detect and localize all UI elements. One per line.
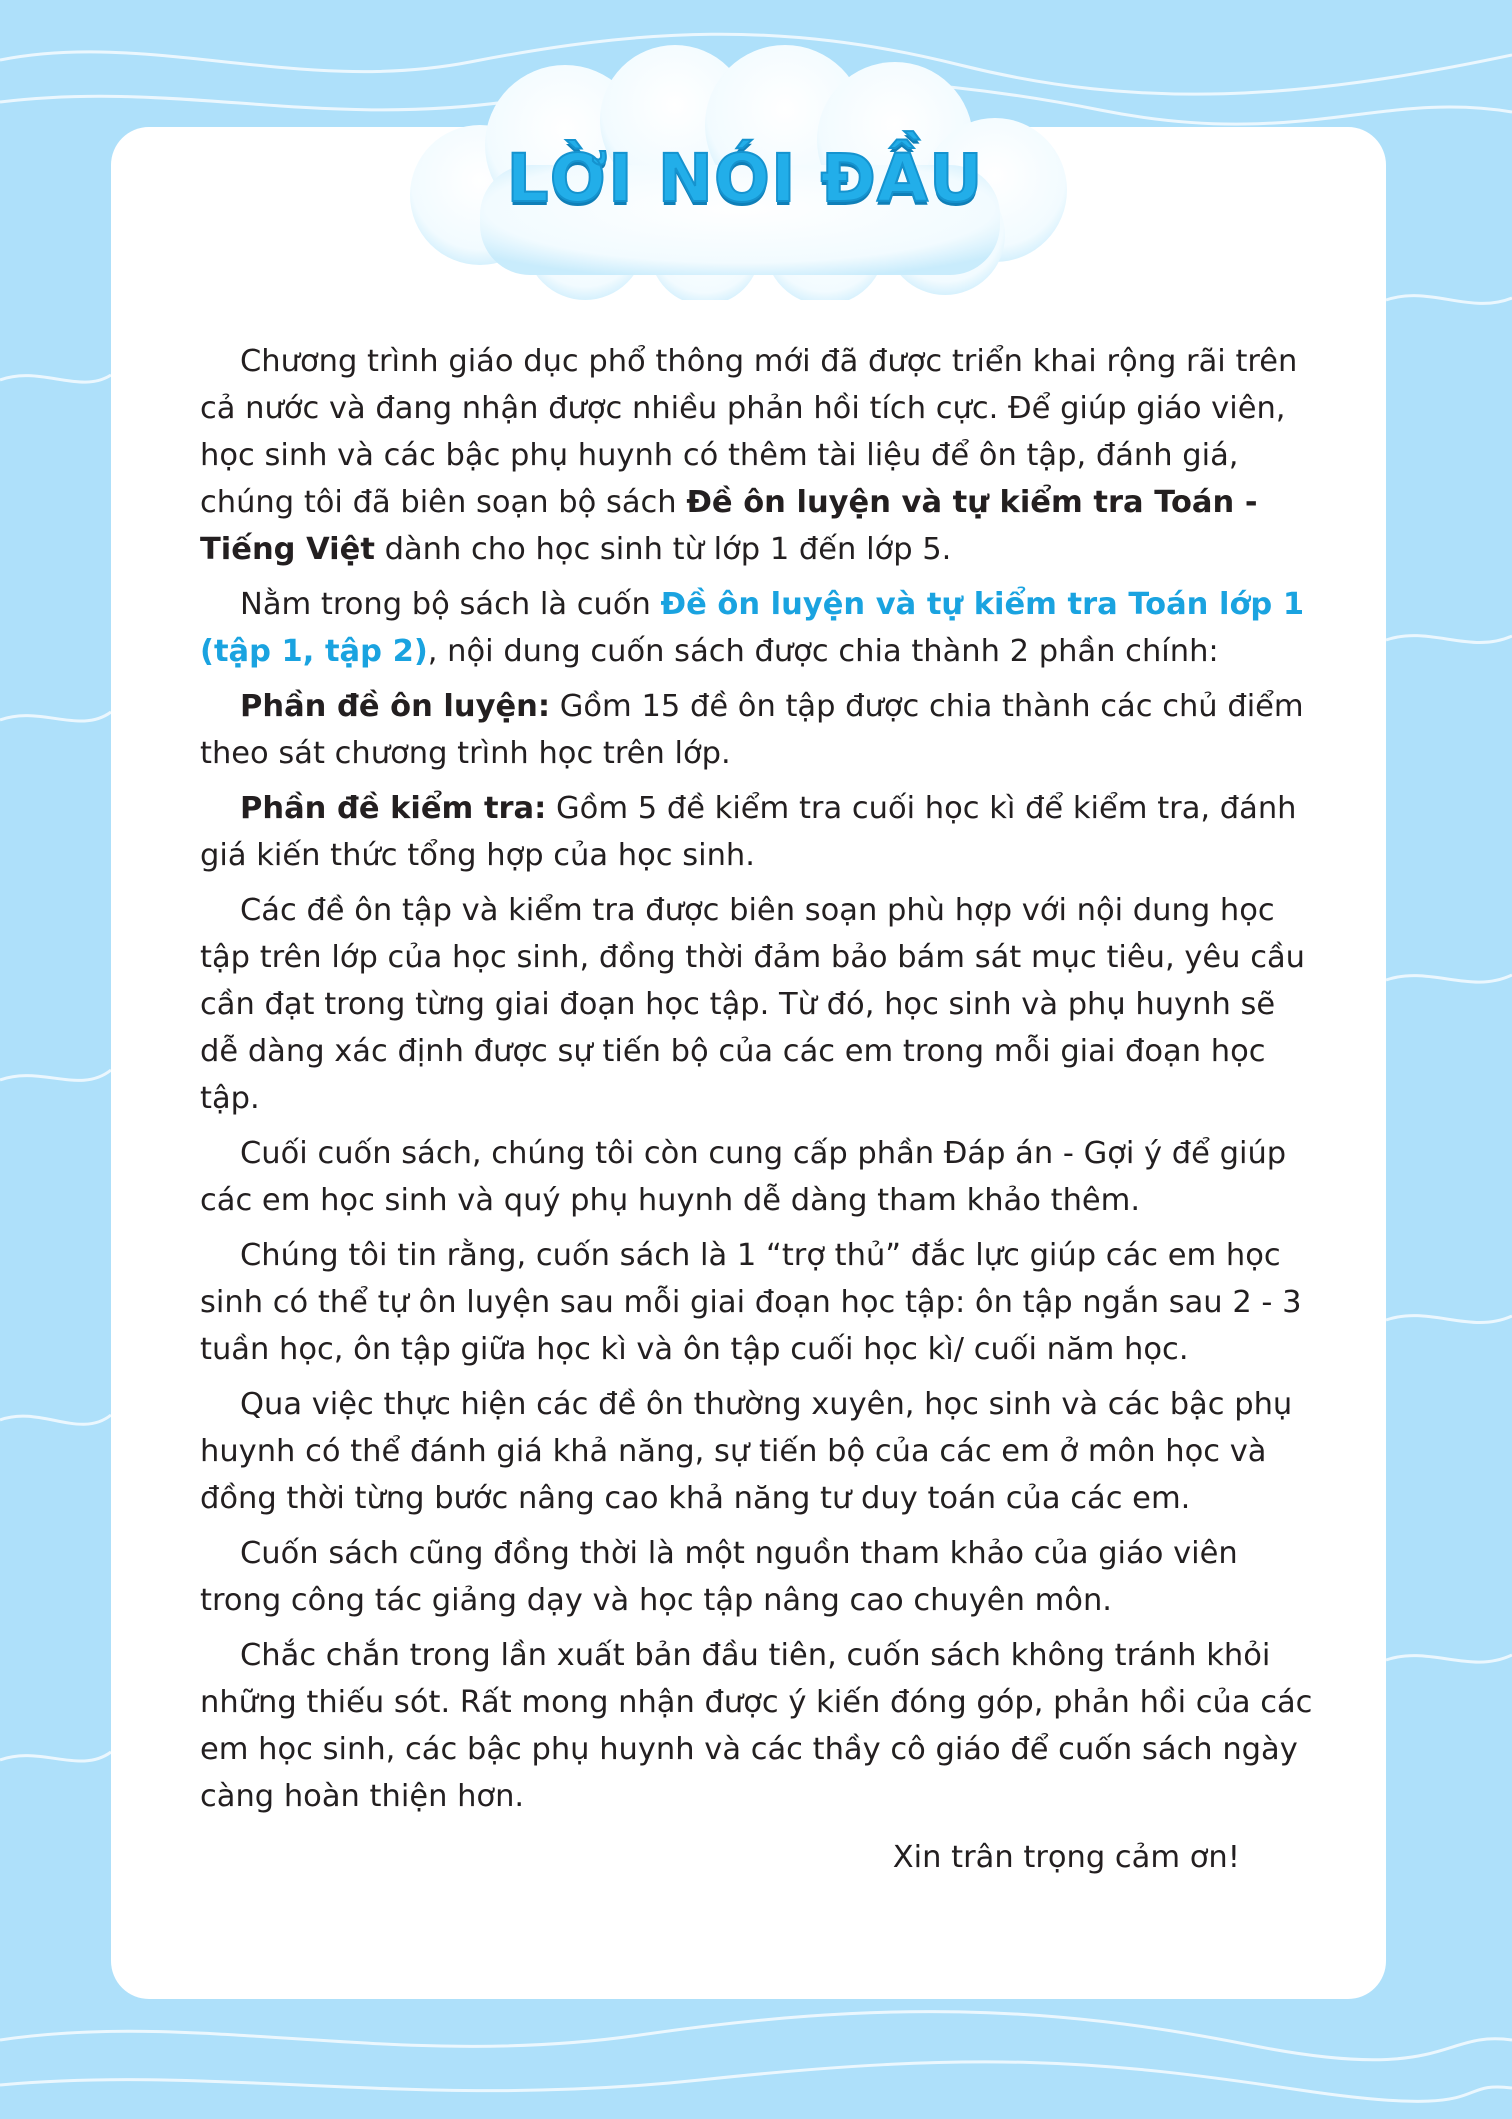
book-title-highlight: Đề ôn luyện và tự kiểm tra Toán lớp 1 (tập 1, tập 2) [200, 587, 1305, 669]
closing-line: Xin trân trọng cảm ơn! [892, 1840, 1240, 1875]
book-series-title: Đề ôn luyện và tự kiểm tra Toán - Tiếng Việt [200, 485, 1258, 567]
paragraph-2-text-b: , nội dung cuốn sách được chia thành 2 phần chính: [427, 634, 1219, 669]
paragraph-3 [200, 683, 1320, 777]
paragraph-1-text-b: dành cho học sinh từ lớp 1 đến lớp 5. [374, 532, 952, 567]
paragraph-2 [200, 581, 1320, 675]
paragraph-5: Các đề ôn tập và kiểm tra được biên soạn phù hợp với nội dung học tập trên lớp của học sinh, đồng thời đảm bảo bám sát mục tiêu, yêu cầu cần đạt trong từng giai đoạn học tập. Từ đó, học sinh và phụ huynh sẽ dễ dàng xác định được sự tiến bộ của các em trong mỗi giai đoạn học tập. [200, 893, 1305, 1116]
paragraph-1 [200, 338, 1320, 573]
preface-body [200, 338, 1320, 1889]
paragraph-4 [200, 785, 1320, 879]
paragraph-9: Cuốn sách cũng đồng thời là một nguồn tham khảo của giáo viên trong công tác giảng dạy và học tập nâng cao chuyên môn. [200, 1536, 1238, 1618]
paragraph-6: Cuối cuốn sách, chúng tôi còn cung cấp phần Đáp án - Gợi ý để giúp các em học sinh và quý phụ huynh dễ dàng tham khảo thêm. [200, 1136, 1287, 1218]
section-label-practice: Phần đề ôn luyện: [240, 689, 551, 724]
paragraph-3-text: Gồm 15 đề ôn tập được chia thành các chủ điểm theo sát chương trình học trên lớp. [200, 689, 1304, 771]
paragraph-8: Qua việc thực hiện các đề ôn thường xuyên, học sinh và các bậc phụ huynh có thể đánh giá khả năng, sự tiến bộ của các em ở môn học và đồng thời từng bước nâng cao khả năng tư duy toán của các em. [200, 1387, 1293, 1516]
paragraph-10: Chắc chắn trong lần xuất bản đầu tiên, cuốn sách không tránh khỏi những thiếu sót. Rất mong nhận được ý kiến đóng góp, phản hồi của các em học sinh, các bậc phụ huynh và các thầy cô giáo để cuốn sách ngày càng hoàn thiện hơn. [200, 1638, 1313, 1814]
section-label-test: Phần đề kiểm tra: [240, 791, 547, 826]
paragraph-7: Chúng tôi tin rằng, cuốn sách là 1 “trợ thủ” đắc lực giúp các em học sinh có thể tự ôn luyện sau mỗi giai đoạn học tập: ôn tập ngắn sau 2 - 3 tuần học, ôn tập giữa học kì và ôn tập cuối học kì/ cuối năm học. [200, 1238, 1302, 1367]
paragraph-1-text-a: Chương trình giáo dục phổ thông mới đã được triển khai rộng rãi trên cả nước và đang nhận được nhiều phản hồi tích cực. Để giúp giáo viên, học sinh và các bậc phụ huynh có thêm tài liệu để ôn tập, đánh giá, chúng tôi đã biên soạn bộ sách [200, 344, 1298, 520]
page-title: LỜI NÓI ĐẦU [506, 140, 984, 217]
paragraph-4-text: Gồm 5 đề kiểm tra cuối học kì để kiểm tra, đánh giá kiến thức tổng hợp của học sinh. [200, 791, 1297, 873]
paragraph-2-text-a: Nằm trong bộ sách là cuốn [240, 587, 661, 622]
